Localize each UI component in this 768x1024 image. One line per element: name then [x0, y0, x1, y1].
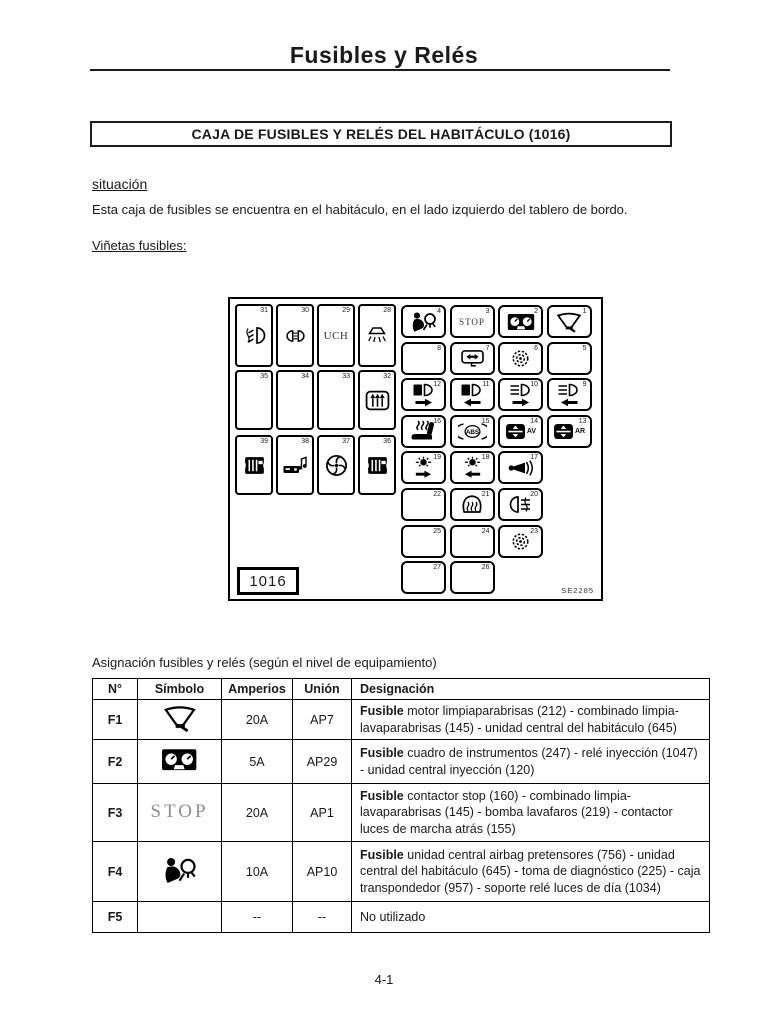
fuse-number: 30	[301, 307, 309, 314]
fuse-number: 6	[534, 344, 538, 352]
heated-rear-screen-icon	[461, 494, 483, 515]
amps-cell: 10A	[222, 842, 293, 902]
fuse-cell-25	[401, 525, 446, 558]
designation-cell: Fusible cuadro de instrumentos (247) - relé inyección (1047) - unidad central inyección (120)	[352, 740, 710, 784]
amps-cell: 5A	[222, 740, 293, 784]
wiper-icon	[556, 311, 582, 333]
dome-light-icon	[365, 326, 389, 345]
fuse-number: 33	[342, 373, 350, 380]
fuse-number: 28	[383, 307, 391, 314]
asignacion-heading: Asignación fusibles y relés (según el nivel de equipamiento)	[92, 655, 437, 670]
fuse-cell-8	[401, 342, 446, 375]
window-lift-icon	[505, 423, 526, 440]
fuse-number: 21	[481, 491, 490, 498]
section-box-header: CAJA DE FUSIBLES Y RELÉS DEL HABITÁCULO (1016)	[90, 121, 672, 147]
fuse-number: 23	[530, 527, 538, 535]
fuse-number: 17	[530, 454, 538, 462]
heated-rear-window-icon	[365, 390, 390, 411]
fuse-cell-14	[498, 415, 543, 448]
fuse-number: 19	[433, 454, 441, 462]
fuse-number: 13	[578, 417, 587, 425]
fuse-number: 24	[481, 527, 490, 535]
fuse-number: 5	[582, 344, 587, 352]
page-number: 4-1	[374, 972, 394, 987]
fuse-cell-1	[547, 305, 592, 338]
side-lights-icon	[282, 329, 309, 343]
designation-cell: Fusible unidad central airbag pretensores (756) - unidad central del habitáculo (645) - toma de diagnóstico (225) - caja transpondedor (957) - soporte relé luces de día (1034)	[352, 842, 710, 902]
fuse-cell-31	[235, 304, 273, 367]
situacion-heading: situación	[92, 176, 148, 192]
ecu-icon	[242, 455, 267, 476]
fuse-cell-33	[317, 370, 355, 430]
union-cell: AP1	[293, 784, 352, 842]
fuse-number: 10	[530, 381, 538, 389]
symbol-cell	[138, 740, 222, 784]
fuse-box-diagram	[228, 297, 603, 601]
fuse-number: 26	[481, 564, 490, 572]
fuse-number: 29	[342, 307, 350, 314]
fuse-cell-6	[498, 342, 543, 375]
vinetas-heading: Viñetas fusibles:	[92, 238, 187, 253]
fuse-cell-23	[498, 525, 543, 558]
fuse-id-cell: F3	[93, 784, 138, 842]
union-cell: AP10	[293, 842, 352, 902]
table-row	[93, 700, 710, 740]
union-cell: AP29	[293, 740, 352, 784]
fuse-id-cell: F2	[93, 740, 138, 784]
title-rule	[90, 69, 670, 71]
fuse-cell-10	[498, 378, 543, 411]
fuse-number: 31	[260, 307, 268, 314]
fuse-cell-label: AR	[574, 427, 586, 435]
amps-cell: 20A	[222, 784, 293, 842]
fuse-id-cell: F5	[93, 902, 138, 933]
fuse-cell-36	[358, 435, 396, 495]
fuse-cell-20	[498, 488, 543, 521]
table-row	[93, 784, 710, 842]
position-light-left-icon	[461, 456, 484, 480]
fan-swirl-icon	[510, 531, 531, 552]
fuse-cell-27	[401, 561, 446, 594]
instrument-cluster-icon	[507, 313, 535, 331]
fuse-number: 32	[383, 373, 391, 380]
fuse-cell-11	[450, 378, 495, 411]
fuse-cell-21	[450, 488, 495, 521]
fuse-number: 36	[383, 438, 391, 445]
designation-cell: Fusible motor limpiaparabrisas (212) - combinado limpia-lavaparabrisas (145) - unidad central del habitáculo (645)	[352, 700, 710, 740]
fuse-cell-29	[317, 304, 355, 367]
fuse-cell-3	[450, 305, 495, 338]
fuse-number: 2	[534, 308, 538, 315]
wiper-icon	[163, 704, 197, 733]
mirror-icon	[460, 349, 485, 368]
fuse-cell-13	[547, 415, 592, 448]
symbol-cell	[138, 902, 222, 933]
window-lift-icon	[553, 423, 574, 440]
designation-cell: No utilizado	[352, 902, 710, 933]
fuse-number: 38	[301, 438, 309, 445]
table-header-row	[93, 679, 710, 700]
fuse-cell-35	[235, 370, 273, 430]
fuse-cell-19	[401, 451, 446, 484]
fuse-number: 14	[530, 417, 538, 425]
union-cell: --	[293, 902, 352, 933]
fuse-cell-26	[450, 561, 495, 594]
fuse-number: 16	[433, 417, 441, 425]
fuse-cell-34	[276, 370, 314, 430]
fuse-cell-28	[358, 304, 396, 367]
fuse-number: 35	[260, 373, 268, 380]
ecu-icon	[365, 455, 390, 476]
fuse-number: 11	[482, 381, 490, 389]
fuse-assignment-table	[92, 678, 710, 933]
fuse-cell-17	[498, 451, 543, 484]
page-title: Fusibles y Relés	[289, 42, 479, 68]
fuse-cell-15	[450, 415, 495, 448]
fuse-number: 9	[582, 381, 587, 389]
radio-icon	[282, 455, 308, 476]
fuse-cell-24	[450, 525, 495, 558]
fuse-cell-text: UCH	[323, 329, 349, 342]
situacion-text: Esta caja de fusibles se encuentra en el habitáculo, en el lado izquierdo del tablero de bordo.	[92, 202, 628, 217]
fuse-number: 7	[485, 344, 490, 352]
column-header: Amperios	[222, 679, 293, 700]
fuse-cell-39	[235, 435, 273, 495]
fusebox-id-label: 1016	[237, 567, 299, 595]
fuse-number: 18	[481, 454, 490, 462]
fuse-cell-7	[450, 342, 495, 375]
column-header: Unión	[293, 679, 352, 700]
fuse-number: 1	[582, 308, 587, 315]
fuse-cell-22	[401, 488, 446, 521]
fuse-number: 22	[433, 491, 441, 498]
fuse-cell-16	[401, 415, 446, 448]
fan-swirl-icon	[510, 348, 531, 369]
fuse-number: 12	[433, 381, 441, 389]
rear-fog-icon	[509, 495, 533, 514]
fuse-number: 39	[260, 438, 268, 445]
instrument-cluster-icon	[161, 748, 197, 771]
fuse-cell-12	[401, 378, 446, 411]
symbol-cell	[138, 700, 222, 740]
symbol-cell	[138, 842, 222, 902]
union-cell: AP7	[293, 700, 352, 740]
drawing-ref-code: SE2285	[561, 586, 594, 595]
fuse-number: 37	[342, 438, 350, 445]
fuse-number: 4	[437, 308, 441, 315]
table-row	[93, 740, 710, 784]
table-row	[93, 842, 710, 902]
amps-cell: 20A	[222, 700, 293, 740]
front-fog-icon	[242, 326, 266, 345]
column-header: Designación	[352, 679, 710, 700]
column-header: Símbolo	[138, 679, 222, 700]
amps-cell: --	[222, 902, 293, 933]
fuse-id-cell: F1	[93, 700, 138, 740]
airbag-icon	[162, 856, 197, 885]
fuse-number: 20	[530, 491, 538, 498]
fuse-cell-4	[401, 305, 446, 338]
fuse-number: 27	[433, 564, 441, 572]
fuse-number: 3	[485, 308, 490, 315]
fuse-number: 15	[481, 417, 490, 425]
high-beam-left-icon	[556, 382, 582, 407]
fuse-cell-18	[450, 451, 495, 484]
airbag-icon	[410, 311, 437, 333]
fuse-cell-label: AV	[526, 427, 537, 435]
fuse-cell-37	[317, 435, 355, 495]
fuse-number: 34	[301, 373, 309, 380]
fuse-cell-38	[276, 435, 314, 495]
fuse-cell-30	[276, 304, 314, 367]
fuse-cell-32	[358, 370, 396, 430]
fuse-number: 8	[437, 344, 441, 352]
fuse-cell-5	[547, 342, 592, 375]
horn-icon	[507, 459, 534, 477]
position-light-right-icon	[412, 456, 435, 480]
fuse-cell-text: STOP	[459, 316, 485, 327]
fuse-number: 25	[433, 527, 441, 535]
fuse-id-cell: F4	[93, 842, 138, 902]
designation-cell: Fusible contactor stop (160) - combinado limpia-lavaparabrisas (145) - bomba lavafaros (219) - contactor luces de marcha atrás (155)	[352, 784, 710, 842]
column-header: N°	[93, 679, 138, 700]
fuse-cell-9	[547, 378, 592, 411]
low-beam-left-icon	[459, 382, 485, 407]
table-row	[93, 902, 710, 933]
fan-circle-icon	[325, 454, 348, 477]
fuse-cell-2	[498, 305, 543, 338]
svg-text:ABS: ABS	[465, 428, 479, 436]
symbol-cell: STOP	[138, 784, 222, 842]
